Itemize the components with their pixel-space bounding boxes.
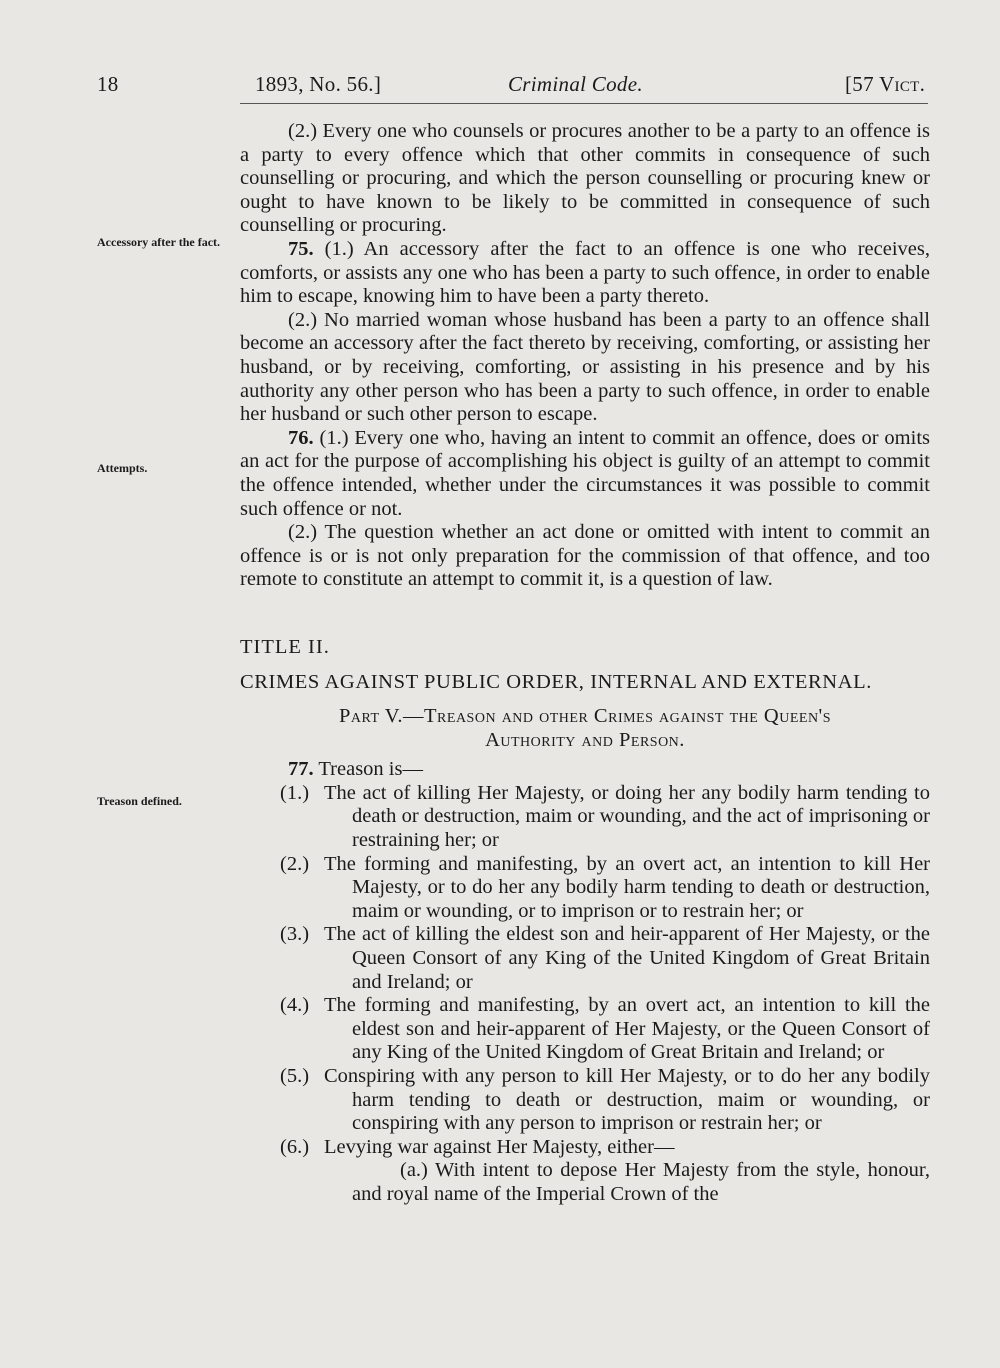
section-text: (1.) Every one who, having an intent to commit an offence, does or omits an act for the purpose of accomplishing his object is guilty of an attempt to commit the offence intended, whether under the circumstances it was possible to commit such offence or not. <box>240 426 930 520</box>
part-heading-line-1: Part V.—Treason and other Crimes against the Queen's <box>338 705 832 728</box>
paragraph-74-2: (2.) Every one who counsels or procures another to be a party to an offence is a party to every offence which that other commits in consequence of such counselling or procuring, and which the person counselling or procuring knew or ought to have known to be likely to be committed in consequence of such counselling or procuring. <box>240 120 930 237</box>
item-text: The act of killing Her Majesty, or doing her any bodily harm tending to death or destruction, maim or wounding, and the act of imprisoning or restraining her; or <box>324 781 930 852</box>
margin-note-attempts: Attempts. <box>97 461 148 475</box>
section-76-2: (2.) The question whether an act done or omitted with intent to commit an offence is or is not only preparation for the commission of that offence, and too remote to constitute an attempt to commit it, is a question of law. <box>240 521 930 591</box>
margin-note-treason: Treason defined. <box>97 794 182 808</box>
item-label: (3.) <box>280 923 310 946</box>
list-item <box>240 923 930 994</box>
page-number: 18 <box>97 72 119 96</box>
item-text: The forming and manifesting, by an overt act, an intention to kill the eldest son and heir-apparent of Her Majesty, or the Queen Consort of any King of the United Kingdom of Great Britain and Ireland; or <box>324 994 930 1064</box>
item-text: The act of killing the eldest son and heir-apparent of Her Majesty, or the Queen Consort of any King of the United Kingdom of Great Britain and Ireland; or <box>324 923 930 993</box>
item-label: (4.) <box>280 994 310 1017</box>
section-number: 77. <box>288 758 314 781</box>
section-number: 76. <box>288 426 314 449</box>
item-text: Levying war against Her Majesty, either— <box>324 1135 675 1158</box>
list-item <box>240 782 930 853</box>
regnal-year: [57 Vict. <box>845 72 926 96</box>
item-label: (2.) <box>280 852 310 875</box>
title-subheading: CRIMES AGAINST PUBLIC ORDER, INTERNAL AND EXTERNAL. <box>240 671 872 694</box>
section-number: 75. <box>288 237 314 260</box>
list-item <box>240 994 930 1065</box>
part-heading-line-2: Authority and Person. <box>485 728 685 751</box>
running-title: Criminal Code. <box>508 72 643 96</box>
item-text: The forming and manifesting, by an overt act, an intention to kill Her Majesty, or to do her any bodily harm tending to death or destruction, maim or wounding, or to imprison or to restrain her; or <box>324 852 930 922</box>
list-item <box>240 1136 930 1160</box>
margin-note-accessory: Accessory after the fact. <box>97 235 221 249</box>
act-reference: 1893, No. 56.] <box>255 72 382 96</box>
section-77 <box>240 758 930 782</box>
item-label: (5.) <box>280 1064 310 1087</box>
list-item <box>240 1065 930 1136</box>
item-label: (6.) <box>280 1135 310 1158</box>
section-76-1 <box>240 427 930 521</box>
section-text: Treason is— <box>313 758 423 781</box>
item-text: Conspiring with any person to kill Her Majesty, or to do her any bodily harm tending to death or destruction, maim or wounding, or conspiring with any person to imprison or restrain her; or <box>324 1064 930 1135</box>
header-rule <box>240 103 928 104</box>
section-75-2: (2.) No married woman whose husband has been a party to an offence shall become an accessory after the fact thereto by receiving, comforting, or assisting her husband, or by receiving, comforting, or assisting in his presence and by his authority any other person who has been a party to such offence, in order to enable her husband or such other person to escape. <box>240 308 930 426</box>
sub-item-a: (a.) With intent to depose Her Majesty from the style, honour, and royal name of the Imperial Crown of the <box>352 1159 930 1205</box>
section-75-1 <box>240 238 930 309</box>
list-item <box>240 853 930 924</box>
section-text: (1.) An accessory after the fact to an offence is one who receives, comforts, or assists any one who has been a party to such offence, in order to enable him to escape, knowing him to have been a party thereto. <box>240 237 930 308</box>
title-heading: TITLE II. <box>240 635 330 658</box>
body-text <box>240 120 930 1207</box>
item-label: (1.) <box>280 781 310 804</box>
